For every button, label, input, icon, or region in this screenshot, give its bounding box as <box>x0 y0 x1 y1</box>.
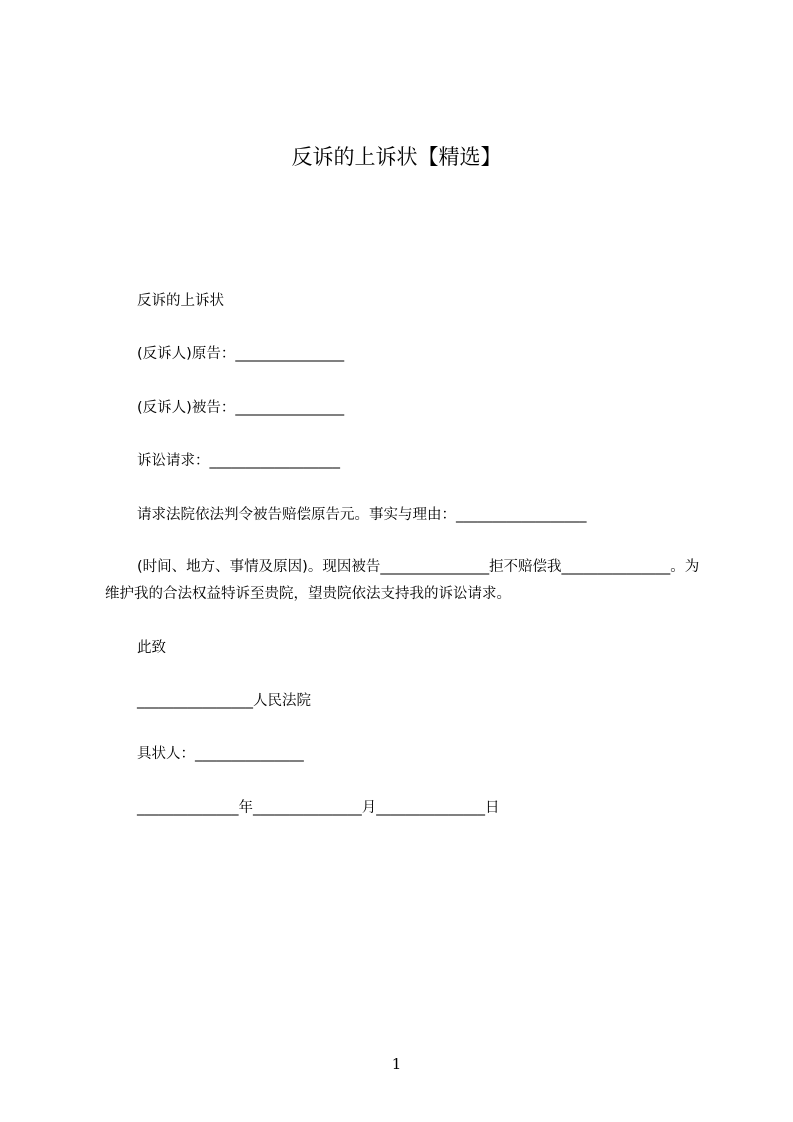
doc-heading-line: 反诉的上诉状 <box>137 293 224 309</box>
date-line: ______________年_______________月_______________日 <box>137 800 500 816</box>
signer-line: 具状人：_______________ <box>137 746 304 762</box>
court-line: ________________人民法院 <box>137 693 311 709</box>
claim-line: 诉讼请求：__________________ <box>137 453 340 469</box>
document-title: 反诉的上诉状【精选】 <box>291 145 502 169</box>
facts-paragraph: (时间、地方、事情及原因)。现因被告_______________拒不赔偿我_______________。为维护我的合法权益特诉至贵院，望贵院依法支持我的诉讼请求。 <box>105 559 700 602</box>
salutation-line: 此致 <box>137 640 166 656</box>
page-number: 1 <box>391 1055 402 1073</box>
plaintiff-line: (反诉人)原告：_______________ <box>137 346 345 362</box>
request-line: 请求法院依法判令被告赔偿原告元。事实与理由：__________________ <box>137 507 587 523</box>
defendant-line: (反诉人)被告：_______________ <box>137 400 345 416</box>
